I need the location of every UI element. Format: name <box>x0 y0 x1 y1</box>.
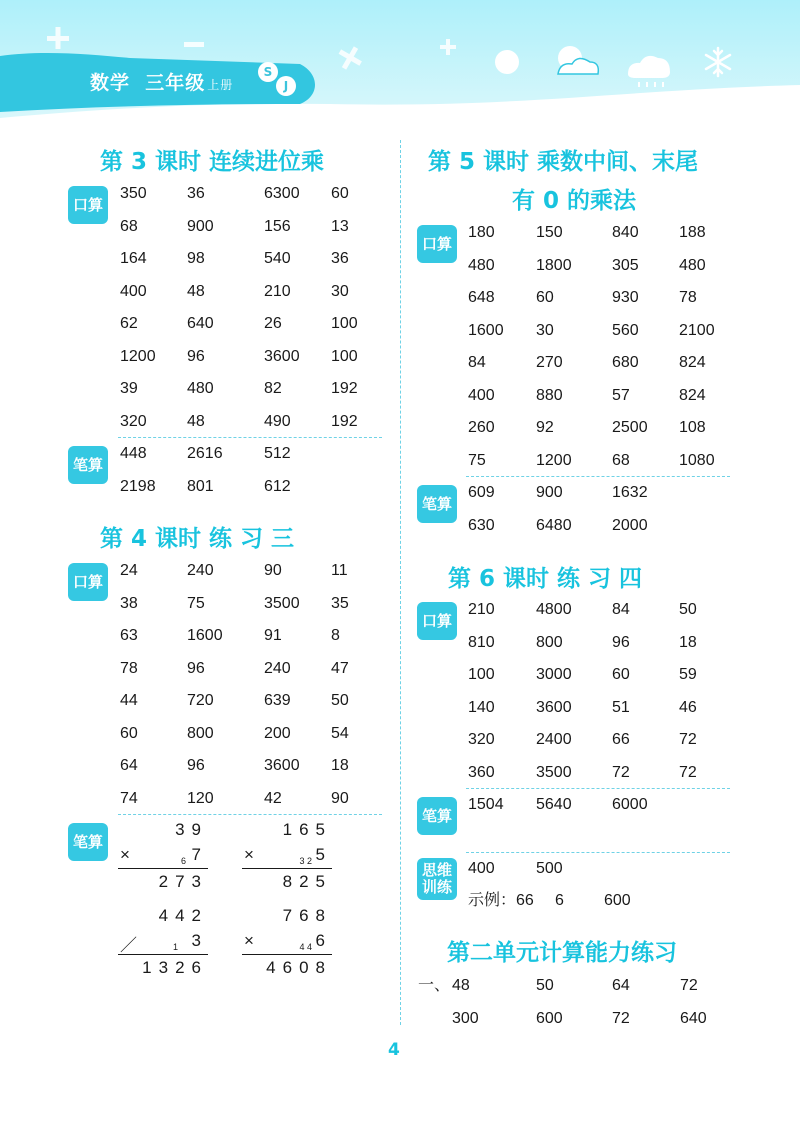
thinking-example <box>468 891 534 911</box>
lesson6-title: 第 6 课时 练 习 四 <box>448 566 643 592</box>
answer-cell: 51 <box>612 698 630 716</box>
answer-cell: 2500 <box>612 419 648 436</box>
carry-digits: 6 <box>180 856 186 866</box>
answer-cell: 1600 <box>187 627 223 644</box>
answer-cell: 39 <box>120 380 138 397</box>
answer-cell: 1080 <box>679 451 715 469</box>
multiplicand: 768 <box>282 906 332 925</box>
answer-cell: 96 <box>187 347 205 365</box>
answer-cell: 3600 <box>264 757 300 774</box>
answer-cell: 35 <box>331 594 349 612</box>
answer-cell: 300 <box>452 1009 479 1027</box>
product: 825 <box>282 872 332 891</box>
answer-cell: 1504 <box>468 796 504 813</box>
carry-digits: 4 4 <box>299 942 312 952</box>
answer-cell: 50 <box>331 692 349 709</box>
answer-cell: 46 <box>679 698 697 716</box>
subject: 数学 <box>90 72 131 94</box>
answer-cell: 1600 <box>468 321 504 339</box>
dashed-separator <box>466 788 730 789</box>
multiplier: 6 <box>315 931 332 950</box>
lesson5-title-line1: 第 5 课时 乘数中间、末尾 <box>428 149 699 175</box>
product: 273 <box>158 872 208 891</box>
example-value-1: 66 <box>516 892 534 909</box>
answer-cell: 100 <box>331 315 358 332</box>
answer-cell: 2198 <box>120 477 156 495</box>
thinking-answer-1: 400 <box>468 860 495 877</box>
rule-line <box>118 868 208 869</box>
answer-cell: 75 <box>187 594 205 612</box>
answer-cell: 96 <box>612 633 630 651</box>
sun-icon <box>495 50 519 74</box>
operator: × <box>120 845 137 864</box>
multiplicand: 39 <box>175 820 208 839</box>
vertical-multiplication-4 <box>242 906 332 978</box>
product: 1326 <box>142 958 208 977</box>
answer-cell: 18 <box>331 757 349 774</box>
vertical-multiplication-1 <box>118 820 208 892</box>
multiplier: 7 <box>191 845 208 864</box>
minus-icon <box>184 42 204 47</box>
answer-cell: 2400 <box>536 731 572 748</box>
answer-cell: 260 <box>468 419 495 436</box>
answer-cell: 1800 <box>536 256 572 274</box>
answer-cell: 36 <box>187 185 205 202</box>
answer-cell: 824 <box>679 386 706 404</box>
operator: ／ <box>120 936 144 955</box>
answer-cell: 2000 <box>612 516 648 534</box>
answer-cell: 640 <box>680 1009 707 1027</box>
oral-label: 口算 <box>68 186 108 224</box>
answer-cell: 192 <box>331 412 358 430</box>
answer-cell: 64 <box>120 757 138 774</box>
answer-cell: 560 <box>612 321 639 339</box>
answer-cell: 810 <box>468 633 495 651</box>
answer-cell: 640 <box>187 315 214 332</box>
rule-line <box>242 954 332 955</box>
answer-cell: 100 <box>331 347 358 365</box>
answer-cell: 639 <box>264 692 291 709</box>
example-label: 示例： <box>468 892 517 909</box>
unit2-title: 第二单元计算能力练习 <box>447 940 677 966</box>
answer-cell: 13 <box>331 217 349 235</box>
answer-cell: 480 <box>468 256 495 274</box>
dashed-separator <box>466 852 730 853</box>
answer-cell: 720 <box>187 692 214 709</box>
answer-cell: 64 <box>612 977 630 994</box>
multiplier: 5 <box>315 845 332 864</box>
answer-cell: 680 <box>612 354 639 371</box>
dashed-separator <box>466 476 730 477</box>
answer-cell: 84 <box>468 354 486 371</box>
written-label: 笔算 <box>417 485 457 523</box>
answer-cell: 800 <box>536 633 563 651</box>
answer-cell: 824 <box>679 354 706 371</box>
answer-cell: 350 <box>120 185 147 202</box>
written-label: 笔算 <box>68 823 108 861</box>
answer-cell: 360 <box>468 763 495 781</box>
answer-cell: 3600 <box>536 698 572 716</box>
answer-cell: 1632 <box>612 484 648 501</box>
dashed-separator <box>118 437 382 438</box>
answer-cell: 900 <box>187 217 214 235</box>
lesson5-title-line2: 有 0 的乘法 <box>512 188 637 214</box>
vertical-multiplication-2 <box>242 820 332 892</box>
answer-cell: 3500 <box>536 763 572 781</box>
answer-cell: 156 <box>264 217 291 235</box>
answer-cell: 400 <box>468 386 495 404</box>
multiplicand: 442 <box>158 906 208 925</box>
answer-cell: 490 <box>264 412 291 430</box>
answer-cell: 150 <box>536 224 563 241</box>
answer-cell: 648 <box>468 289 495 306</box>
answer-cell: 90 <box>331 789 349 807</box>
answer-cell: 400 <box>120 282 147 300</box>
answer-cell: 48 <box>187 412 205 430</box>
answer-cell: 72 <box>680 977 698 994</box>
answer-cell: 30 <box>536 321 554 339</box>
answer-cell: 72 <box>612 1009 630 1027</box>
answer-cell: 60 <box>331 185 349 202</box>
answer-cell: 63 <box>120 627 138 644</box>
answer-cell: 480 <box>187 380 214 397</box>
answer-cell: 3000 <box>536 666 572 683</box>
column-divider <box>400 140 401 1025</box>
volume: 上册 <box>207 78 234 92</box>
dashed-separator <box>118 814 382 815</box>
grade: 三年级 <box>145 72 206 94</box>
answer-cell: 11 <box>331 562 348 579</box>
rule-line <box>242 868 332 869</box>
answer-cell: 210 <box>468 601 495 618</box>
answer-cell: 96 <box>187 757 205 774</box>
answer-cell: 320 <box>468 731 495 748</box>
answer-cell: 42 <box>264 789 282 807</box>
answer-cell: 92 <box>536 419 554 436</box>
answer-cell: 96 <box>187 659 205 677</box>
answer-cell: 72 <box>679 731 697 748</box>
answer-cell: 6000 <box>612 796 648 813</box>
answer-cell: 240 <box>264 659 291 677</box>
operator: × <box>244 845 261 864</box>
answer-cell: 100 <box>468 666 495 683</box>
answer-cell: 320 <box>120 412 147 430</box>
oral-label: 口算 <box>417 602 457 640</box>
oral-label: 口算 <box>68 563 108 601</box>
answer-cell: 72 <box>612 763 630 781</box>
answer-cell: 164 <box>120 250 147 267</box>
answer-cell: 609 <box>468 484 495 501</box>
answer-cell: 240 <box>187 562 214 579</box>
answer-cell: 30 <box>331 282 349 300</box>
product: 4608 <box>266 958 332 977</box>
answer-cell: 900 <box>536 484 563 501</box>
answer-cell: 48 <box>452 977 470 994</box>
answer-cell: 840 <box>612 224 639 241</box>
badge-j: J <box>276 76 296 96</box>
answer-cell: 62 <box>120 315 138 332</box>
answer-cell: 1200 <box>536 451 572 469</box>
answer-cell: 800 <box>187 724 214 742</box>
answer-cell: 78 <box>120 659 138 677</box>
lesson4-title: 第 4 课时 练 习 三 <box>100 526 295 552</box>
answer-cell: 512 <box>264 445 291 462</box>
answer-cell: 480 <box>679 256 706 274</box>
carry-digits: 1 <box>172 942 178 952</box>
thinking-answer-2: 500 <box>536 860 563 877</box>
answer-cell: 448 <box>120 445 147 462</box>
answer-cell: 600 <box>536 1009 563 1027</box>
answer-cell: 72 <box>679 763 697 781</box>
answer-cell: 36 <box>331 250 349 267</box>
answer-cell: 91 <box>264 627 282 644</box>
answer-cell: 3500 <box>264 594 300 612</box>
vertical-multiplication-3 <box>118 906 208 978</box>
answer-cell: 210 <box>264 282 291 300</box>
answer-cell: 18 <box>679 633 697 651</box>
answer-cell: 6480 <box>536 516 572 534</box>
answer-cell: 60 <box>612 666 630 683</box>
answer-cell: 78 <box>679 289 697 306</box>
answer-cell: 140 <box>468 698 495 716</box>
answer-cell: 8 <box>331 627 340 644</box>
answer-cell: 540 <box>264 250 291 267</box>
book-title <box>90 68 233 95</box>
example-value-2: 6 <box>555 892 564 909</box>
answer-cell: 59 <box>679 666 697 683</box>
answer-cell: 66 <box>612 731 630 748</box>
answer-cell: 84 <box>612 601 630 618</box>
written-label: 笔算 <box>68 446 108 484</box>
multiplicand: 165 <box>282 820 332 839</box>
answer-cell: 4800 <box>536 601 572 618</box>
answer-cell: 612 <box>264 477 291 495</box>
answer-cell: 120 <box>187 789 214 807</box>
answer-cell: 192 <box>331 380 358 397</box>
answer-cell: 2100 <box>679 321 715 339</box>
answer-cell: 50 <box>536 977 554 994</box>
unit2-prefix: 一、 <box>418 977 451 994</box>
answer-cell: 75 <box>468 451 486 469</box>
answer-cell: 2616 <box>187 445 223 462</box>
oral-label: 口算 <box>417 225 457 263</box>
answer-cell: 305 <box>612 256 639 274</box>
answer-cell: 44 <box>120 692 138 709</box>
answer-cell: 108 <box>679 419 706 436</box>
answer-cell: 5640 <box>536 796 572 813</box>
carry-digits: 3 2 <box>299 856 312 866</box>
answer-cell: 47 <box>331 659 349 677</box>
answer-cell: 188 <box>679 224 706 241</box>
rule-line <box>118 954 208 955</box>
answer-cell: 82 <box>264 380 282 397</box>
answer-cell: 48 <box>187 282 205 300</box>
answer-cell: 930 <box>612 289 639 306</box>
answer-cell: 60 <box>536 289 554 306</box>
answer-cell: 68 <box>612 451 630 469</box>
answer-cell: 801 <box>187 477 214 495</box>
answer-cell: 68 <box>120 217 138 235</box>
answer-cell: 57 <box>612 386 630 404</box>
answer-cell: 270 <box>536 354 563 371</box>
answer-cell: 98 <box>187 250 205 267</box>
answer-cell: 90 <box>264 562 282 579</box>
answer-cell: 74 <box>120 789 138 807</box>
written-label: 笔算 <box>417 797 457 835</box>
answer-cell: 24 <box>120 562 138 579</box>
thinking-label: 思维训练 <box>417 858 457 900</box>
answer-cell: 630 <box>468 516 495 534</box>
answer-cell: 38 <box>120 594 138 612</box>
page-header <box>0 0 800 125</box>
answer-cell: 180 <box>468 224 495 241</box>
badge-s: S <box>258 62 278 82</box>
answer-cell: 50 <box>679 601 697 618</box>
header-background <box>0 0 800 125</box>
answer-cell: 54 <box>331 724 349 742</box>
answer-cell: 6300 <box>264 185 300 202</box>
answer-cell: 26 <box>264 315 282 332</box>
answer-cell: 60 <box>120 724 138 742</box>
operator: × <box>244 931 261 950</box>
answer-cell: 880 <box>536 386 563 404</box>
answer-cell: 1200 <box>120 347 156 365</box>
multiplier: 3 <box>191 931 208 950</box>
answer-cell: 200 <box>264 724 291 742</box>
page-number: 4 <box>388 1040 400 1060</box>
answer-cell: 3600 <box>264 347 300 365</box>
lesson3-title: 第 3 课时 连续进位乘 <box>100 149 325 175</box>
example-value-3: 600 <box>604 892 631 909</box>
